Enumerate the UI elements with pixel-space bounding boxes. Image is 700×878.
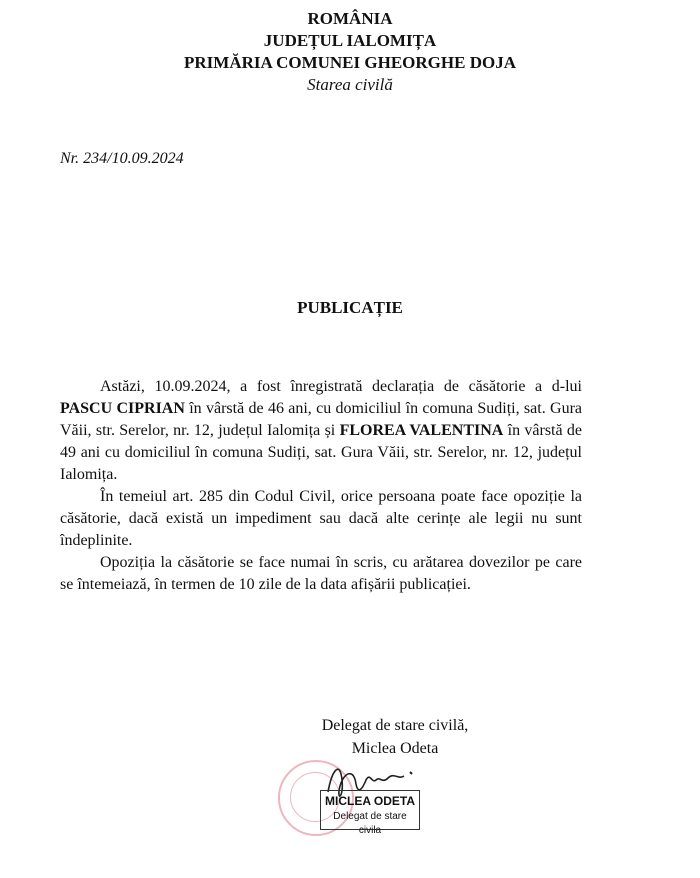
town-hall-heading: PRIMĂRIA COMUNEI GHEORGHE DOJA <box>184 53 516 72</box>
signature-stamp-area <box>270 750 450 850</box>
declaration-text-1: Astăzi, 10.09.2024, a fost înregistrată declarația de căsătorie a d-lui <box>100 378 582 395</box>
stamp-name: MICLEA ODETA <box>325 794 415 808</box>
document-body <box>60 376 582 596</box>
signatory-role: Delegat de stare civilă, <box>321 717 469 734</box>
declaration-text-2: în vârstă de 46 ani, cu domiciliul în comuna Sudiți, sat. Gura Văii, str. Serelor, nr. 12, județul Ialomița și <box>60 400 583 439</box>
paragraph-legal-basis: În temeiul art. 285 din Codul Civil, orice persoana poate face opoziție la căsătorie, dacă există un impediment sau dacă alte cerințe ale legii nu sunt îndeplinite. <box>60 488 582 549</box>
stamp-role: Delegat de stare civila <box>333 811 407 836</box>
country-heading: ROMÂNIA <box>307 9 393 28</box>
department-heading: Starea civilă <box>307 75 393 94</box>
document-title: PUBLICAȚIE <box>297 298 403 317</box>
groom-name: PASCU CIPRIAN <box>60 400 185 417</box>
document-header <box>0 8 700 96</box>
bride-name: FLOREA VALENTINA <box>339 422 504 439</box>
declaration-text-3: în vârstă de 49 ani cu domiciliul în comuna Sudiți, sat. Gura Văii, str. Serelor, nr. 12, județul Ialomița. <box>60 422 583 483</box>
name-stamp <box>320 790 420 836</box>
paragraph-declaration <box>60 376 582 486</box>
paragraph-opposition: Opoziția la căsătorie se face numai în scris, cu arătarea dovezilor pe care se întemeiază, în termen de 10 zile de la data afișării publicației. <box>60 554 582 593</box>
county-heading: JUDEȚUL IALOMIȚA <box>263 31 437 50</box>
signatory-name: Miclea Odeta <box>351 740 439 757</box>
registration-number: Nr. 234/10.09.2024 <box>60 150 184 167</box>
